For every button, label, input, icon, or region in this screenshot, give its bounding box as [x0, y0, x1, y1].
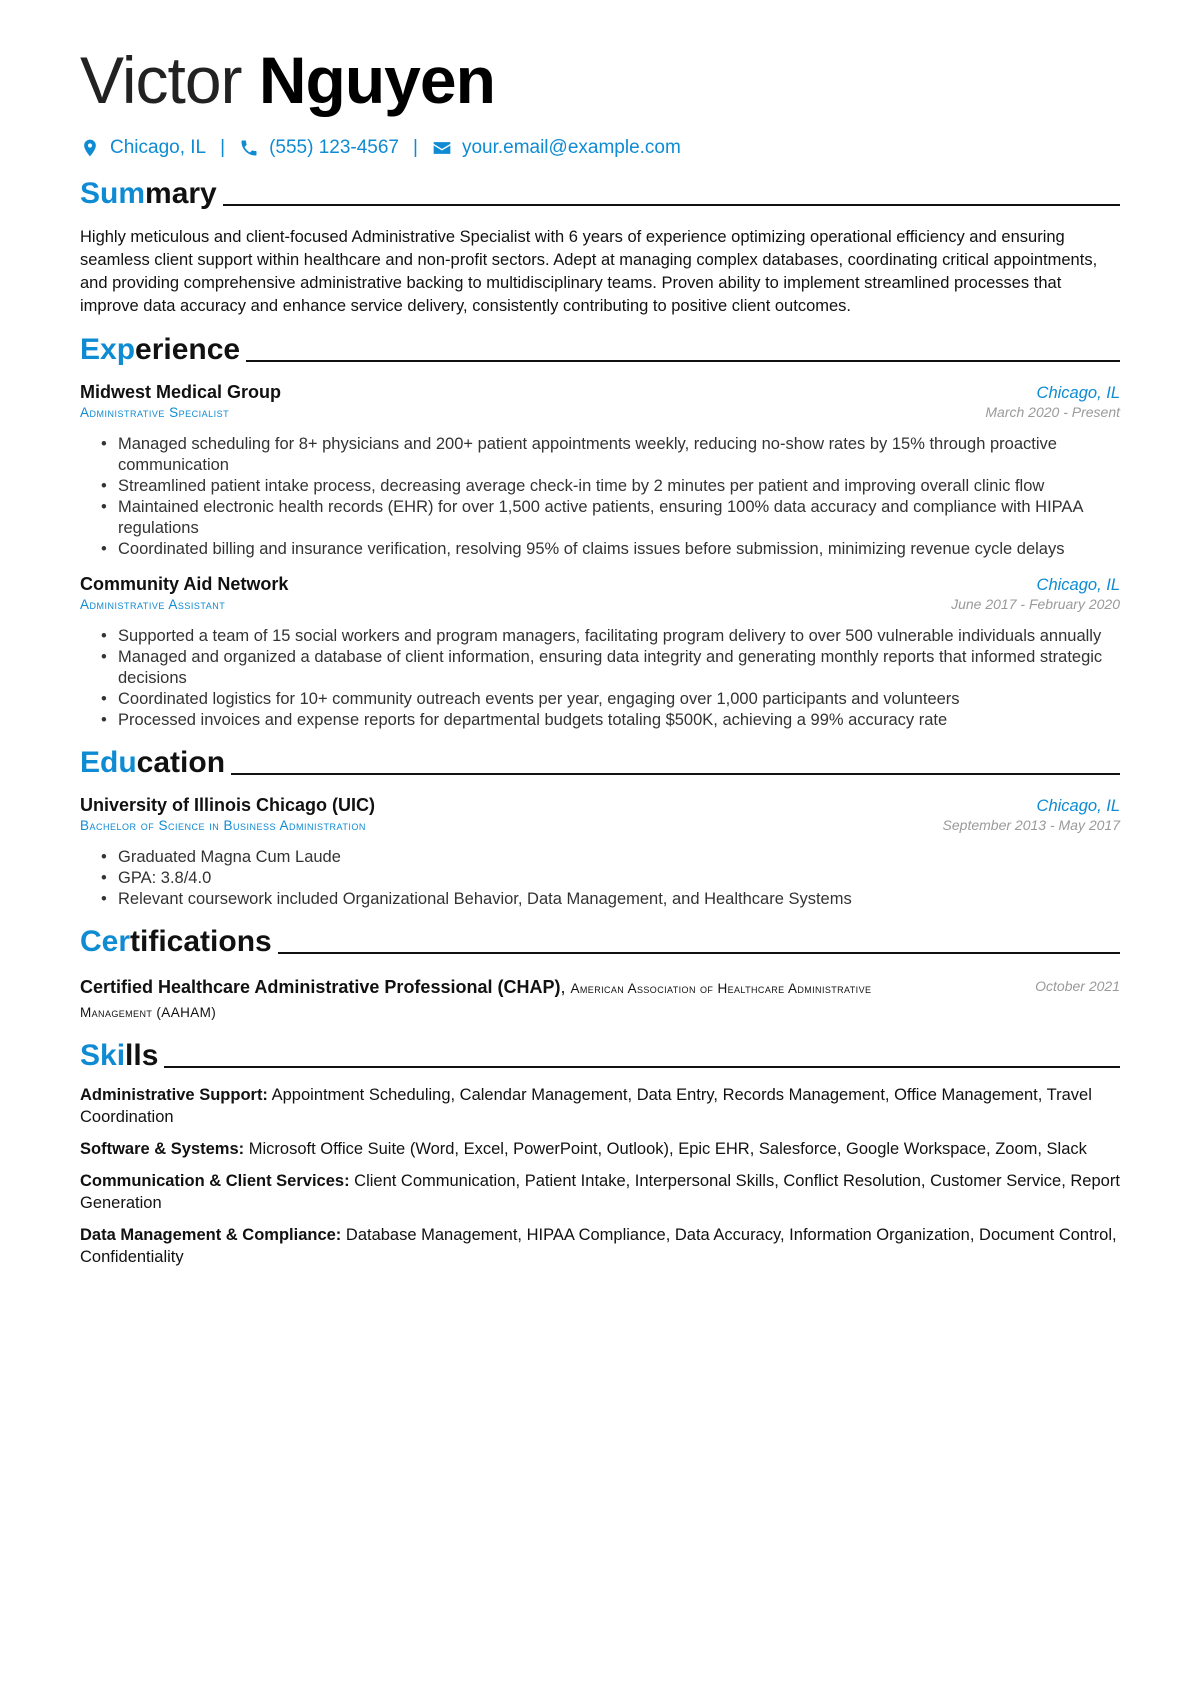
contact-separator: |: [220, 137, 226, 158]
title-rest: cation: [136, 746, 226, 779]
email-link: your.email@example.com: [461, 137, 681, 158]
entry-location: Chicago, IL: [1036, 797, 1120, 815]
contact-email[interactable]: [432, 137, 681, 159]
certification-text: Certified Healthcare Administrative Professional (CHAP), American Association of Healthcare Administrative Management (AAHAM): [80, 977, 872, 1020]
skill-group: [80, 1224, 1120, 1268]
section-title: [80, 332, 240, 368]
skills-section-heading: [80, 1038, 1120, 1074]
title-accent: Exp: [80, 333, 136, 366]
entry-dates: June 2017 - February 2020: [951, 596, 1120, 612]
education-section-heading: [80, 745, 1120, 781]
skill-values: Appointment Scheduling, Calendar Management, Data Entry, Records Management, Office Management, Travel Coordination: [80, 1086, 1092, 1126]
location-text: Chicago, IL: [110, 137, 207, 158]
entry-dates: March 2020 - Present: [985, 404, 1120, 420]
list-item: • Processed invoices and expense reports for departmental budgets totaling $500K, achieving a 99% accuracy rate: [118, 710, 1120, 731]
skill-category: Data Management & Compliance:: [80, 1226, 342, 1244]
employer-name: Midwest Medical Group: [80, 382, 282, 402]
degree-title: Bachelor of Science in Business Administration: [80, 818, 366, 833]
section-rule: [231, 773, 1120, 775]
certification-issuer: American Association of Healthcare Administrative Management (AAHAM): [80, 981, 872, 1020]
title-rest: mary: [145, 177, 217, 210]
entry-location: Chicago, IL: [1036, 384, 1120, 402]
phone-icon: [239, 138, 259, 158]
section-rule: [246, 360, 1120, 362]
certification-name: Certified Healthcare Administrative Professional (CHAP): [80, 977, 561, 997]
contact-separator: |: [413, 137, 418, 158]
section-title: [80, 745, 225, 781]
resume-content: [80, 40, 1120, 1268]
candidate-name: [80, 40, 1120, 120]
achievement-list: [80, 626, 1120, 731]
certifications-section-heading: [80, 924, 1120, 960]
contact-location: [80, 137, 206, 159]
skill-category: Communication & Client Services:: [80, 1172, 350, 1190]
list-item: • Managed scheduling for 8+ physicians and 200+ patient appointments weekly, reducing no-show rates by 15% through proactive communication: [118, 434, 1120, 476]
summary-section-heading: [80, 176, 1120, 212]
job-title: Administrative Assistant: [80, 597, 226, 612]
skill-values: Database Management, HIPAA Compliance, Data Accuracy, Information Organization, Document Control, Confidentiality: [80, 1226, 1117, 1266]
section-rule: [164, 1066, 1120, 1068]
skill-values: Client Communication, Patient Intake, Interpersonal Skills, Conflict Resolution, Customer Service, Report Generation: [80, 1172, 1120, 1212]
summary-text: Highly meticulous and client-focused Administrative Specialist with 6 years of experience optimizing operational efficiency and ensuring seamless client support within healthcare and non-profit sectors. Adept at managing complex databases, coordinating critical appointments, and providing comprehensive administrative backing to multidisciplinary teams. Proven ability to implement streamlined processes that improve data accuracy and enhance service delivery, consistently contributing to positive client outcomes.: [80, 228, 1098, 315]
skill-group: [80, 1170, 1120, 1214]
list-item: • Relevant coursework included Organizational Behavior, Data Management, and Healthcare Systems: [118, 889, 1120, 910]
skill-category: Administrative Support:: [80, 1086, 268, 1104]
certification-date: October 2021: [1035, 978, 1120, 994]
section-rule: [278, 952, 1120, 954]
achievement-list: [80, 434, 1120, 560]
title-rest: lls: [125, 1039, 159, 1072]
title-accent: Edu: [80, 746, 137, 779]
entry-location: Chicago, IL: [1036, 576, 1120, 594]
skill-group: [80, 1138, 1120, 1160]
employer-name: Community Aid Network: [80, 574, 289, 594]
skill-values: Microsoft Office Suite (Word, Excel, PowerPoint, Outlook), Epic EHR, Salesforce, Google Workspace, Zoom, Slack: [248, 1140, 1087, 1158]
envelope-icon: [432, 138, 452, 158]
phone-text: (555) 123-4567: [269, 137, 399, 158]
experience-section-heading: [80, 332, 1120, 368]
certification-entry: [80, 976, 1120, 1024]
list-item: • Maintained electronic health records (EHR) for over 1,500 active patients, ensuring 100% data accuracy and compliance with HIPAA regulations: [118, 497, 1120, 539]
skill-group: [80, 1084, 1120, 1128]
list-item: • Streamlined patient intake process, decreasing average check-in time by 2 minutes per patient and improving overall clinic flow: [118, 476, 1120, 497]
title-rest: tifications: [130, 925, 272, 958]
title-accent: Cer: [80, 925, 131, 958]
experience-entry: [80, 574, 1120, 731]
list-item: • Coordinated billing and insurance verification, resolving 95% of claims issues before submission, minimizing revenue cycle delays: [118, 539, 1120, 560]
education-details-list: [80, 847, 1120, 910]
job-title: Administrative Specialist: [80, 405, 230, 420]
title-rest: erience: [135, 333, 241, 366]
list-item: • Supported a team of 15 social workers and program managers, facilitating program delivery to over 500 vulnerable individuals annually: [118, 626, 1120, 647]
title-accent: Sum: [80, 177, 146, 210]
entry-dates: September 2013 - May 2017: [942, 817, 1120, 833]
list-item: • GPA: 3.8/4.0: [118, 868, 1120, 889]
first-name: Victor: [80, 43, 242, 117]
education-entry: [80, 795, 1120, 910]
list-item: • Coordinated logistics for 10+ community outreach events per year, engaging over 1,000 participants and volunteers: [118, 689, 1120, 710]
section-rule: [223, 204, 1120, 206]
section-title: [80, 176, 217, 212]
section-title: [80, 924, 272, 960]
experience-entry: [80, 382, 1120, 560]
last-name: Nguyen: [258, 43, 495, 117]
school-name: University of Illinois Chicago (UIC): [80, 795, 376, 815]
section-title: [80, 1038, 158, 1074]
contact-phone[interactable]: [239, 137, 399, 159]
list-item: • Graduated Magna Cum Laude: [118, 847, 1120, 868]
contact-line: [80, 134, 1120, 162]
map-marker-icon: [80, 138, 100, 158]
title-accent: Ski: [80, 1039, 126, 1072]
skill-category: Software & Systems:: [80, 1140, 245, 1158]
list-item: • Managed and organized a database of client information, ensuring data integrity and generating monthly reports that informed strategic decisions: [118, 647, 1120, 689]
